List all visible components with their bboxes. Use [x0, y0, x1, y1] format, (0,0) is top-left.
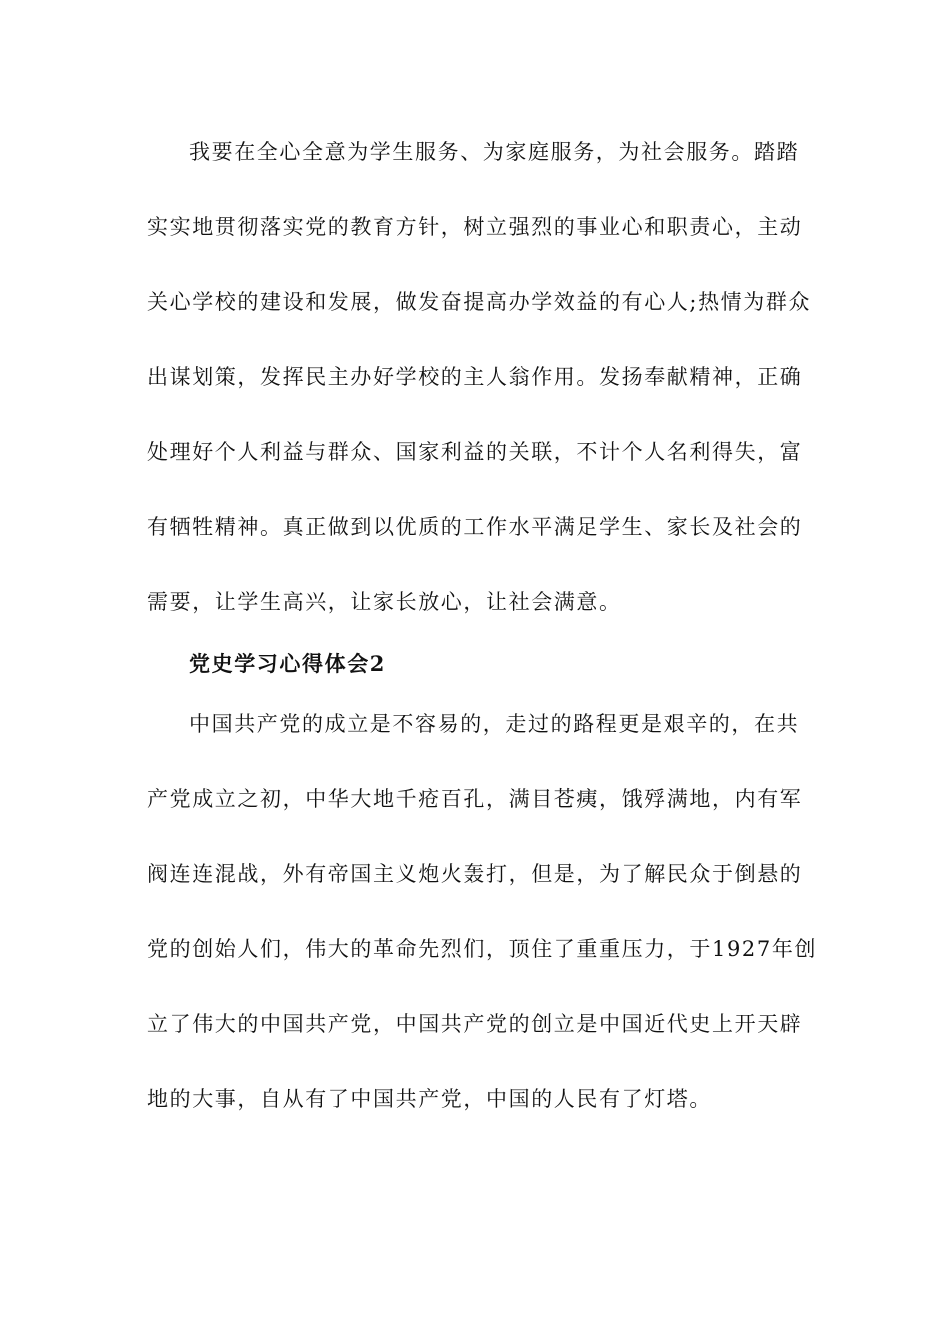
paragraph-1-line-2: 实实地贯彻落实党的教育方针，树立强烈的事业心和职责心，主动 [147, 215, 803, 239]
paragraph-2-line-5: 立了伟大的中国共产党，中国共产党的创立是中国近代史上开天辟 [147, 1012, 803, 1036]
paragraph-1-line-1: 我要在全心全意为学生服务、为家庭服务，为社会服务。踏踏 [189, 140, 800, 164]
paragraph-2-line-4: 党的创始人们，伟大的革命先烈们，顶住了重重压力，于1927年创 [147, 937, 818, 961]
paragraph-2-line-2: 产党成立之初，中华大地千疮百孔，满目苍痍，饿殍满地，内有军 [147, 787, 803, 811]
paragraph-1-line-6: 有牺牲精神。真正做到以优质的工作水平满足学生、家长及社会的 [147, 515, 803, 539]
paragraph-1-line-7: 需要，让学生高兴，让家长放心，让社会满意。 [147, 590, 622, 614]
paragraph-2-line-1: 中国共产党的成立是不容易的，走过的路程更是艰辛的，在共 [189, 712, 800, 736]
paragraph-1-line-3: 关心学校的建设和发展，做发奋提高办学效益的有心人;热情为群众 [147, 290, 812, 314]
paragraph-2-line-3: 阀连连混战，外有帝国主义炮火轰打，但是，为了解民众于倒悬的 [147, 862, 803, 886]
paragraph-2-line-6: 地的大事，自从有了中国共产党，中国的人民有了灯塔。 [147, 1087, 712, 1111]
section-heading: 党史学习心得体会2 [189, 651, 387, 676]
paragraph-1-line-5: 处理好个人利益与群众、国家利益的关联，不计个人名利得失，富 [147, 440, 803, 464]
paragraph-1-line-4: 出谋划策，发挥民主办好学校的主人翁作用。发扬奉献精神，正确 [147, 365, 803, 389]
